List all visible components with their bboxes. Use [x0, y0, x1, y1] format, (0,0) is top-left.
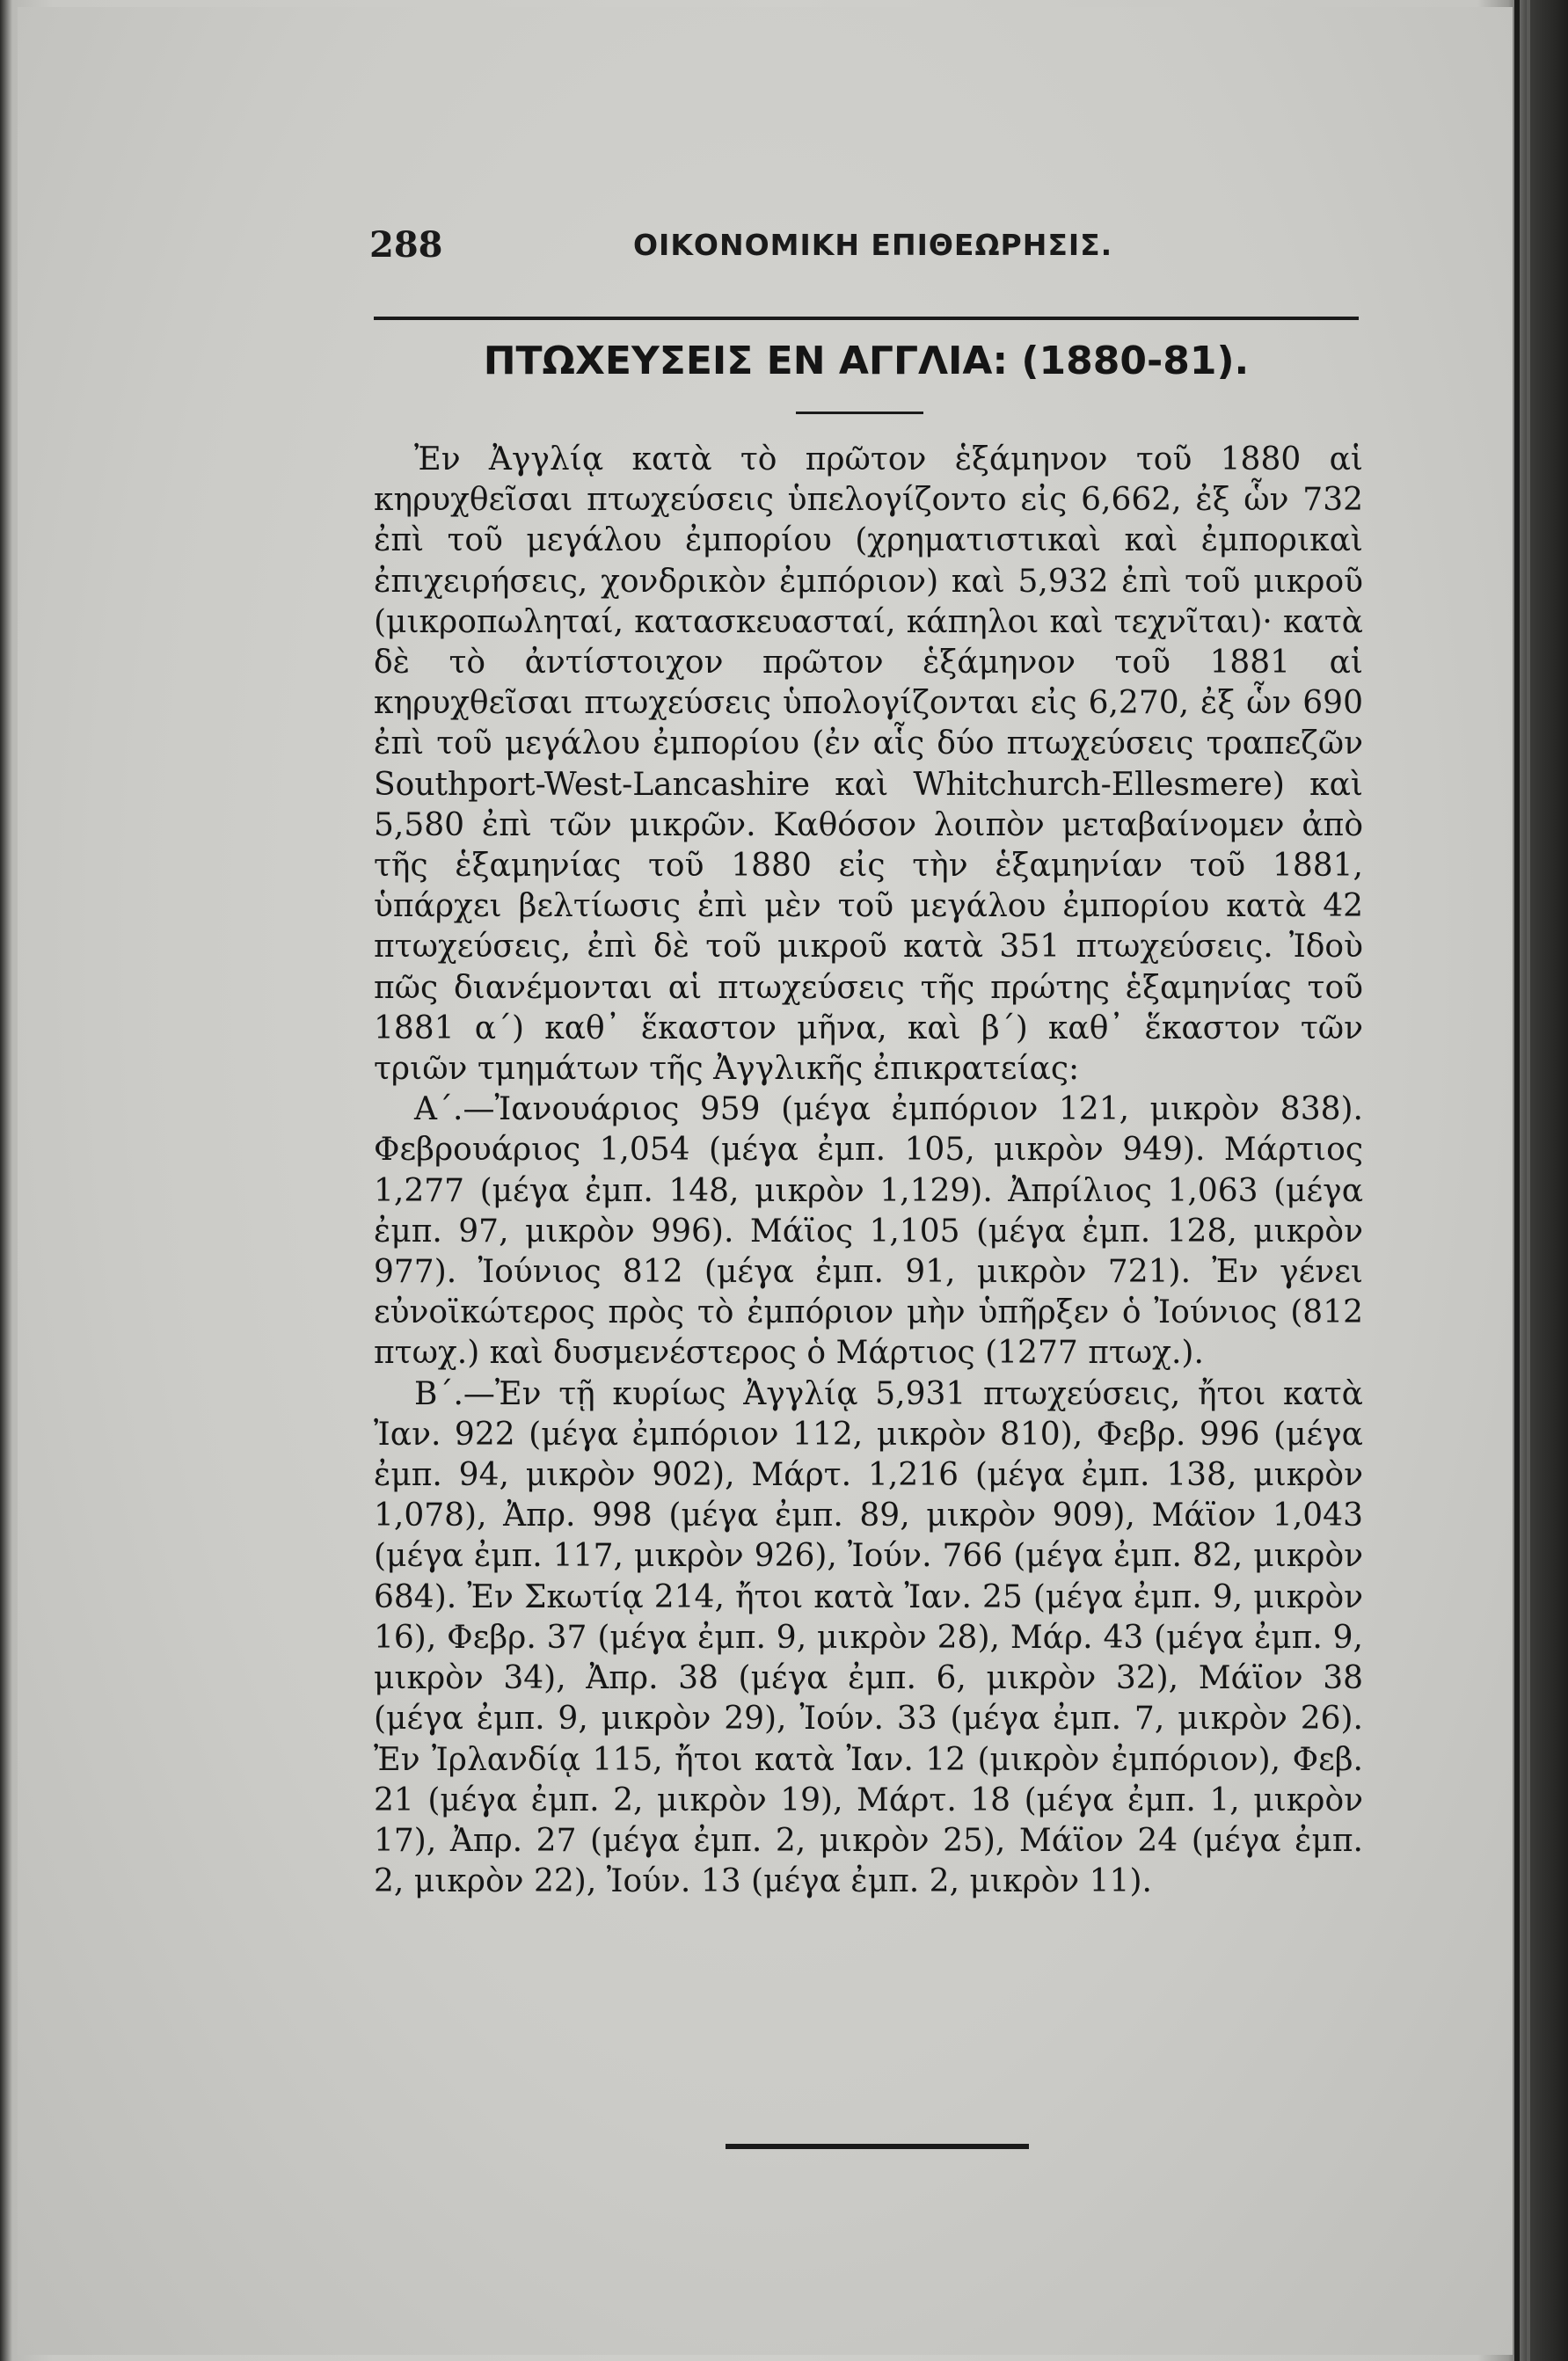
paragraph-regional-breakdown: Β΄.—Ἐν τῇ κυρίως Ἀγγλίᾳ 5,931 πτωχεύσεις, ἤτοι κατὰ Ἰαν. 922 (μέγα ἐμπόριον 112, μικρὸν 810), Φεβρ. 996 (μέγα ἐμπ. 94, μικρὸν 902), Μάρτ. 1,216 (μέγα ἐμπ. 138, μικρὸν 1,078), Ἀπρ. 998 (μέγα ἐμπ. 89, μικρὸν 909), Μάϊον 1,043 (μέγα ἐμπ. 117, μικρὸν 926), Ἰούν. 766 (μέγα ἐμπ. 82, μικρὸν 684). Ἐν Σκωτίᾳ 214, ἤτοι κατὰ Ἰαν. 25 (μέγα ἐμπ. 9, μικρὸν 16), Φεβρ. 37 (μέγα ἐμπ. 9, μικρὸν 28), Μάρ. 43 (μέγα ἐμπ. 9, μικρὸν 34), Ἀπρ. 38 (μέγα ἐμπ. 6, μικρὸν 32), Μάϊον 38 (μέγα ἐμπ. 9, μικρὸν 29), Ἰούν. 33 (μέγα ἐμπ. 7, μικρὸν 26). Ἐν Ἰρλανδίᾳ 115, ἤτοι κατὰ Ἰαν. 12 (μικρὸν ἐμπόριον), Φεβ. 21 (μέγα ἐμπ. 2, μικρὸν 19), Μάρτ. 18 (μέγα ἐμπ. 1, μικρὸν 17), Ἀπρ. 27 (μέγα ἐμπ. 2, μικρὸν 25), Μάϊον 24 (μέγα ἐμπ. 2, μικρὸν 22), Ἰούν. 13 (μέγα ἐμπ. 2, μικρὸν 11). — [374, 1375, 1363, 1900]
paragraph-intro: Ἐν Ἀγγλίᾳ κατὰ τὸ πρῶτον ἑξάμηνον τοῦ 1880 αἱ κηρυχθεῖσαι πτωχεύσεις ὑπελογίζοντο εἰς 6,662, ἐξ ὧν 732 ἐπὶ τοῦ μεγάλου ἐμπορίου (χρηματιστικαὶ καὶ ἐμπορικαὶ ἐπιχειρήσεις, χονδρικὸν ἐμπόριον) καὶ 5,932 ἐπὶ τοῦ μικροῦ (μικροπωληταί, κατασκευασταί, κάπηλοι καὶ τεχνῖται)· κατὰ δὲ τὸ ἀντίστοιχον πρῶτον ἑξάμηνον τοῦ 1881 αἱ κηρυχθεῖσαι πτωχεύσεις ὑπολογίζονται εἰς 6,270, ἐξ ὧν 690 ἐπὶ τοῦ μεγάλου ἐμπορίου (ἐν αἷς δύο πτωχεύσεις τραπεζῶν Southport-West-Lancashire καὶ Whitchurch-Ellesmere) καὶ 5,580 ἐπὶ τῶν μικρῶν. Καθόσον λοιπὸν μεταβαίνομεν ἀπὸ τῆς ἑξαμηνίας τοῦ 1880 εἰς τὴν ἑξαμηνίαν τοῦ 1881, ὑπάρχει βελτίωσις ἐπὶ μὲν τοῦ μεγάλου ἐμπορίου κατὰ 42 πτωχεύσεις, ἐπὶ δὲ τοῦ μικροῦ κατὰ 351 πτωχεύσεις. Ἰδοὺ πῶς διανέμονται αἱ πτωχεύσεις τῆς πρώτης ἑξαμηνίας τοῦ 1881 α΄) καθ᾽ ἕκαστον μῆνα, καὶ β΄) καθ᾽ ἕκαστον τῶν τριῶν τμημάτων τῆς Ἀγγλικῆς ἐπικρατείας: — [374, 441, 1363, 1088]
header-rule — [374, 317, 1359, 320]
page-number: 288 — [369, 224, 443, 266]
paragraph-monthly-breakdown: Α΄.—Ἰανουάριος 959 (μέγα ἐμπόριον 121, μικρὸν 838). Φεβρουάριος 1,054 (μέγα ἐμπ. 105, μικρὸν 949). Μάρτιος 1,277 (μέγα ἐμπ. 148, μικρὸν 1,129). Ἀπρίλιος 1,063 (μέγα ἐμπ. 97, μικρὸν 996). Μάϊος 1,105 (μέγα ἐμπ. 128, μικρὸν 977). Ἰούνιος 812 (μέγα ἐμπ. 91, μικρὸν 721). Ἐν γένει εὐνοϊκώτερος πρὸς τὸ ἐμπόριον μὴν ὑπῆρξεν ὁ Ἰούνιος (812 πτωχ.) καὶ δυσμενέστερος ὁ Μάρτιος (1277 πτωχ.). — [374, 1091, 1363, 1372]
page-edge-shadow-secondary — [1527, 0, 1530, 2361]
article-title: ΠΤΩΧΕΥΣΕΙΣ ΕΝ ΑΓΓΛΙΑ: (1880-81). — [483, 339, 1250, 383]
page-header — [369, 224, 1381, 268]
page-edge-shadow — [1514, 0, 1520, 2361]
running-head: ΟΙΚΟΝΟΜΙΚΗ ΕΠΙΘΕΩΡΗΣΙΣ. — [633, 228, 1113, 262]
article-body — [374, 440, 1363, 1902]
title-underline-rule — [796, 412, 923, 414]
end-of-article-rule — [726, 2144, 1029, 2149]
